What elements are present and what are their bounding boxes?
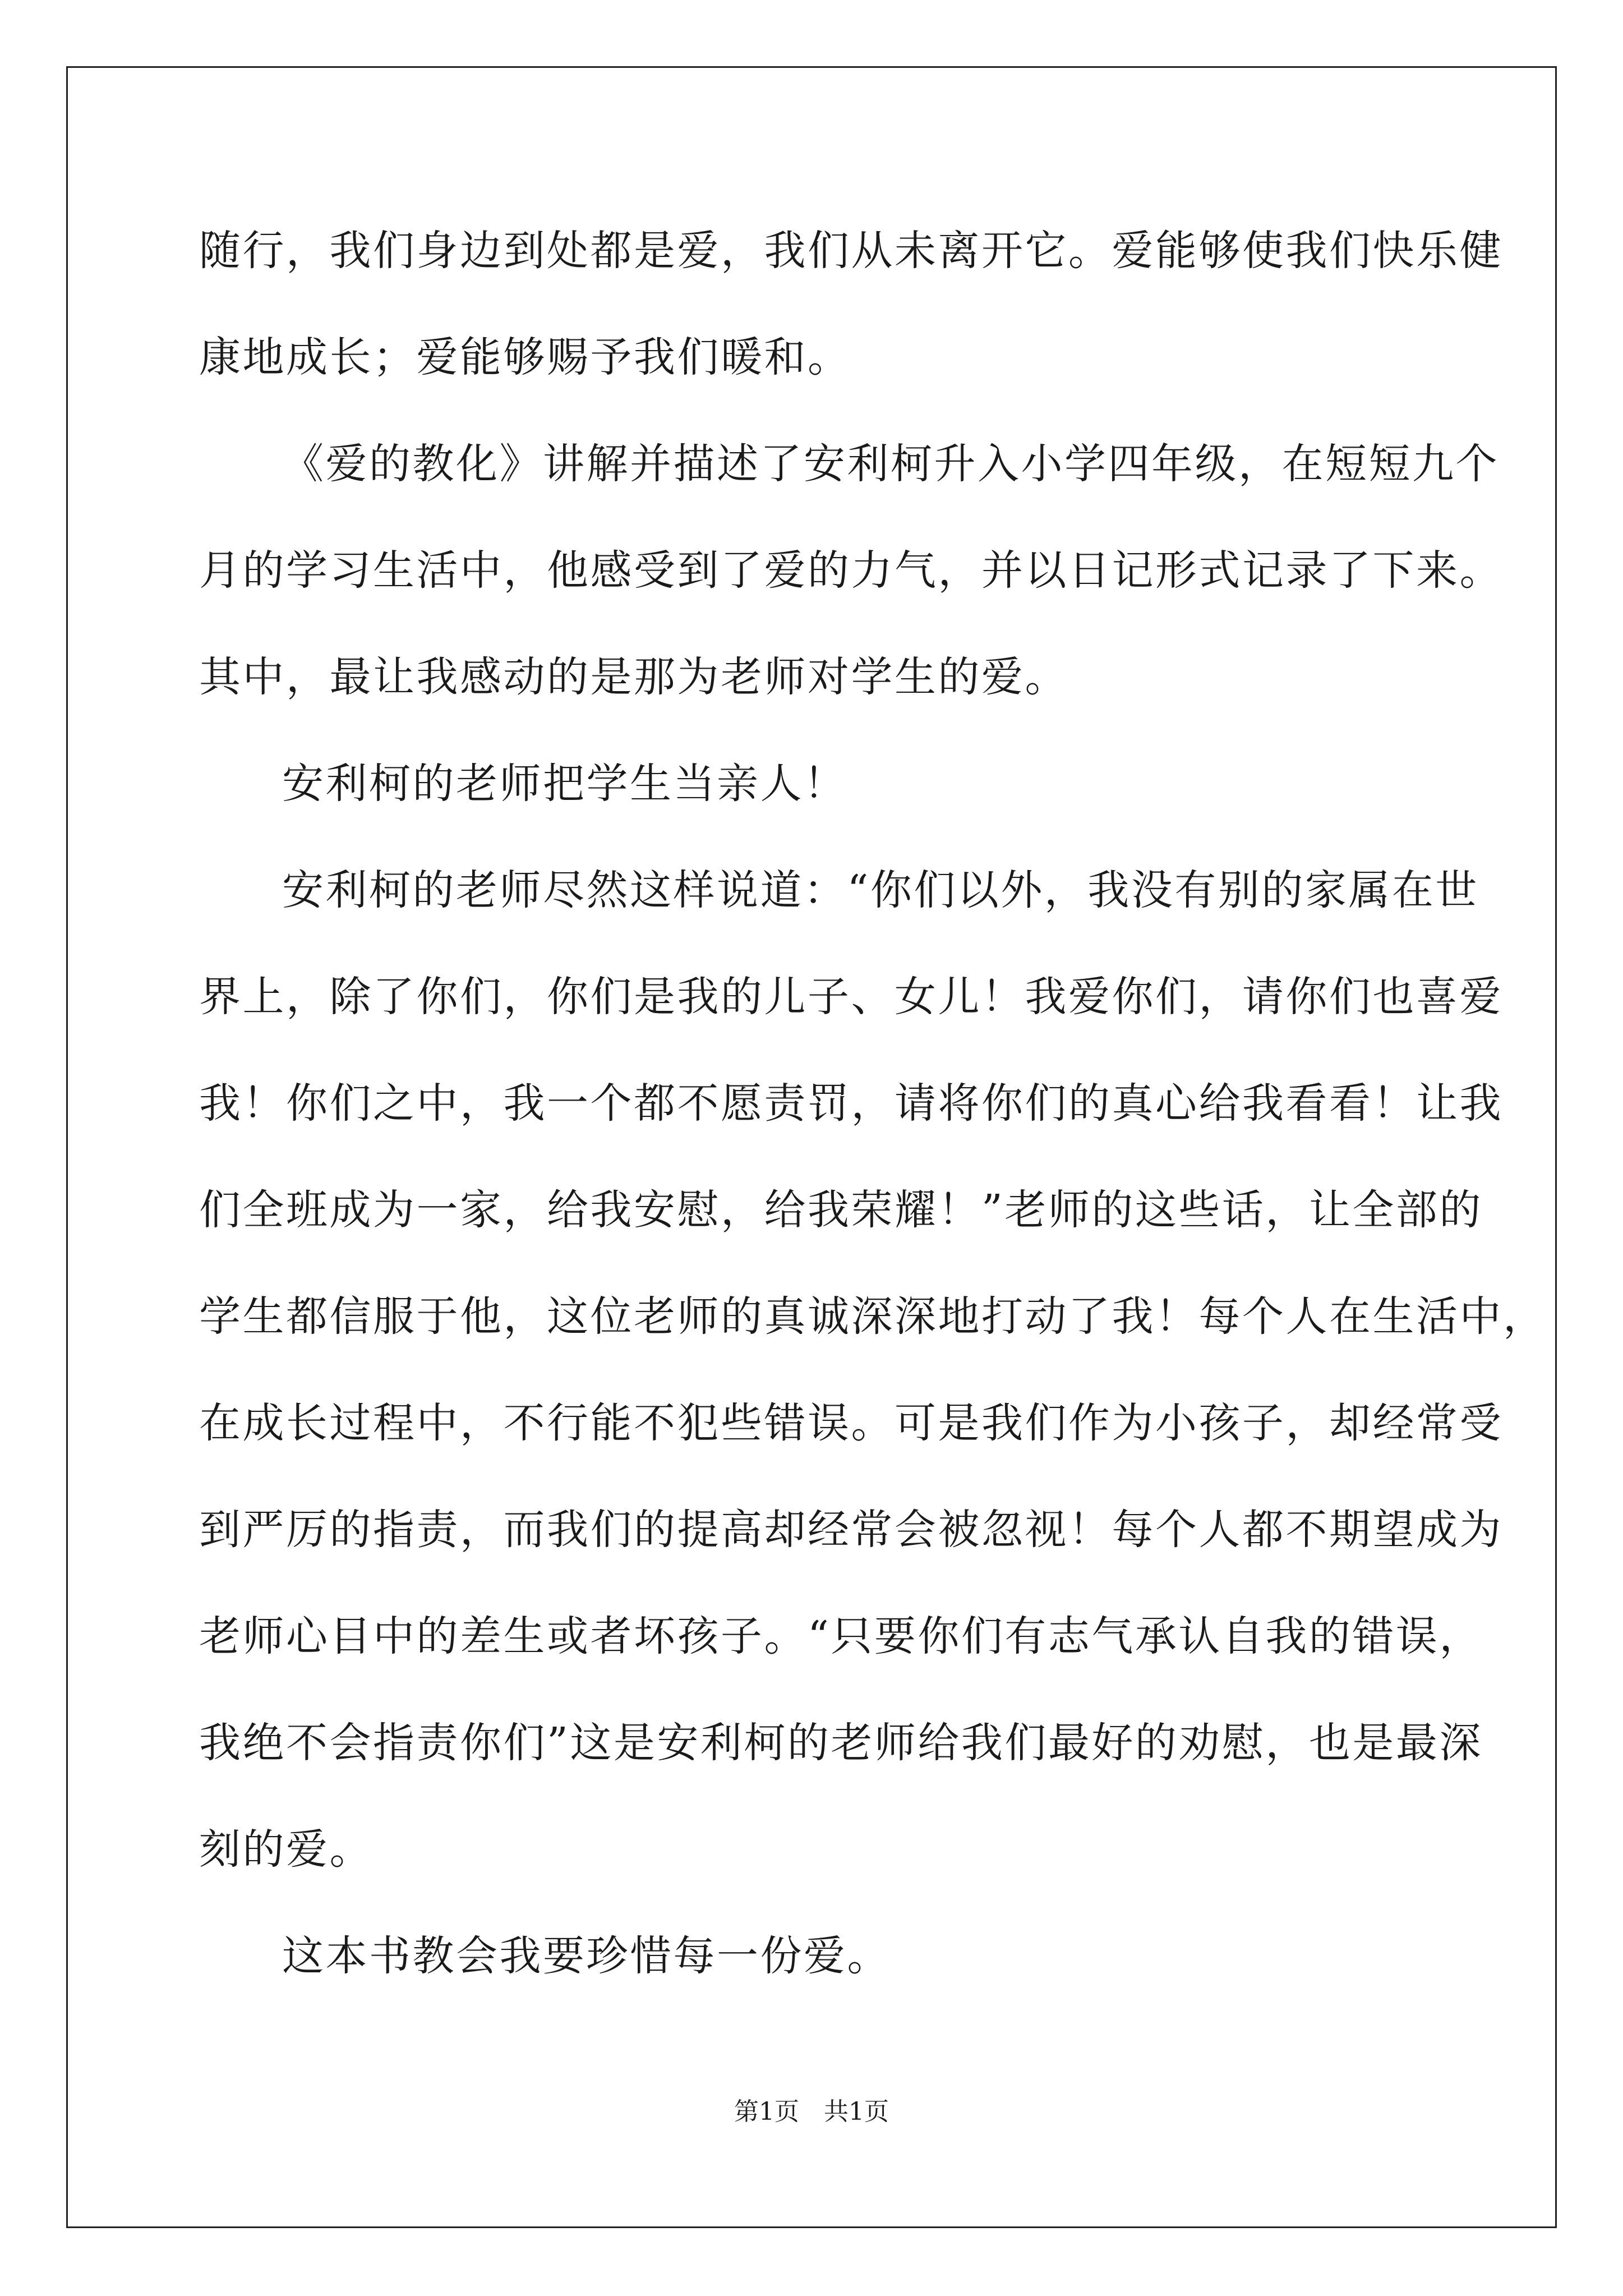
text-line: 刻的爱。	[199, 1825, 373, 1874]
text-line: 们全班成为一家，给我安慰，给我荣耀！”老师的这些话，让全部的	[199, 1186, 1483, 1234]
text-line: 界上，除了你们，你们是我的儿子、女儿！我爱你们，请你们也喜爱	[199, 973, 1503, 1021]
page-indicator: 第1页 共1页	[734, 2097, 889, 2126]
text-line: 安利柯的老师尽然这样说道：“你们以外，我没有别的家属在世	[282, 866, 1479, 914]
page-footer	[0, 2095, 1623, 2129]
text-line: 康地成长；爱能够赐予我们暖和。	[199, 333, 851, 381]
text-line: 我！你们之中，我一个都不愿责罚，请将你们的真心给我看看！让我	[199, 1079, 1503, 1128]
text-line: 《爱的教化》讲解并描述了安利柯升入小学四年级，在短短九个	[282, 440, 1499, 488]
text-line: 学生都信服于他，这位老师的真诚深深地打动了我！每个人在生活中，	[199, 1292, 1547, 1341]
text-line: 安利柯的老师把学生当亲人！	[282, 760, 847, 808]
text-line: 这本书教会我要珍惜每一份爱。	[282, 1932, 891, 1980]
document-body	[199, 209, 1547, 2021]
text-line: 月的学习生活中，他感受到了爱的力气，并以日记形式记录了下来。	[199, 546, 1503, 595]
text-line: 其中，最让我感动的是那为老师对学生的爱。	[199, 653, 1068, 701]
text-line: 随行，我们身边到处都是爱，我们从未离开它。爱能够使我们快乐健	[199, 227, 1503, 275]
text-line: 到严厉的指责，而我们的提高却经常会被忽视！每个人都不期望成为	[199, 1506, 1503, 1554]
text-line: 老师心目中的差生或者坏孩子。“只要你们有志气承认自我的错误，	[199, 1612, 1483, 1660]
text-line: 在成长过程中，不行能不犯些错误。可是我们作为小孩子，却经常受	[199, 1399, 1503, 1447]
text-line: 我绝不会指责你们”这是安利柯的老师给我们最好的劝慰，也是最深	[199, 1719, 1483, 1767]
